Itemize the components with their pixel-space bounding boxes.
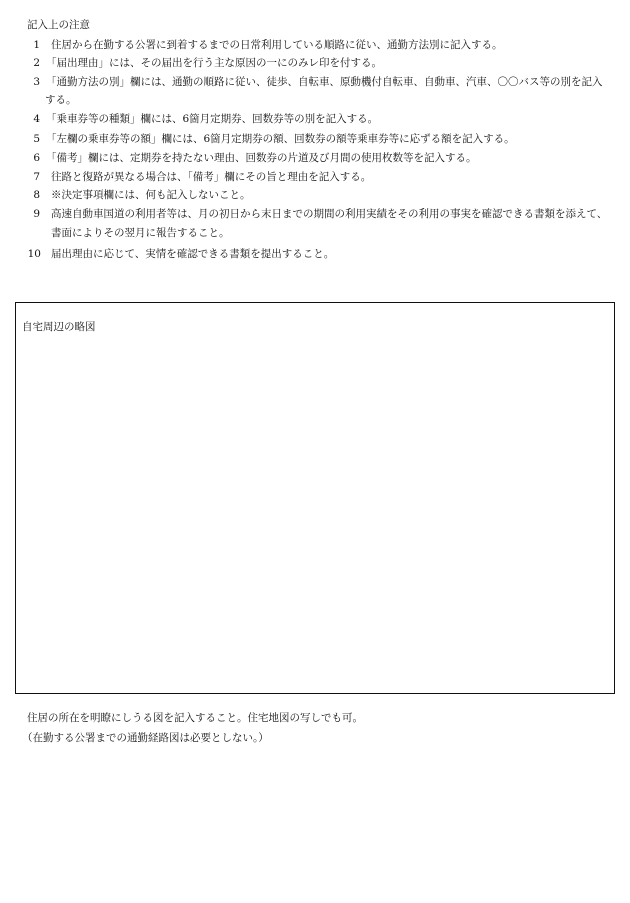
note-number: 9	[33, 208, 40, 220]
note-text-continued: 書面によりその翌月に報告すること。	[51, 227, 230, 239]
note-number: 7	[33, 171, 40, 183]
note-text-continued: する。	[45, 94, 77, 106]
note-number: 8	[33, 189, 40, 201]
note-number: 10	[27, 248, 41, 260]
note-text: 高速自動車国道の利用者等は、月の初日から末日までの期間の利用実績をその利用の事実を確認できる書類を添えて、	[51, 208, 608, 220]
note-text: 「乗車券等の種類」欄には、6箇月定期券、回数券等の別を記入する。	[46, 113, 379, 125]
note-number: 1	[33, 39, 40, 51]
home-area-map-box	[15, 302, 615, 694]
footer-line-1: 住居の所在を明瞭にしうる図を記入すること。住宅地図の写しでも可。	[27, 712, 363, 724]
note-text: 往路と復路が異なる場合は、「備考」欄にその旨と理由を記入する。	[51, 171, 372, 183]
note-number: 4	[33, 113, 40, 125]
note-text: 「備考」欄には、定期券を持たない理由、回数券の片道及び月間の使用枚数等を記入する。	[46, 152, 477, 164]
note-number: 5	[33, 133, 40, 145]
note-text: 届出理由に応じて、実情を確認できる書類を提出すること。	[51, 248, 335, 260]
note-number: 6	[33, 152, 40, 164]
notes-title: 記入上の注意	[27, 19, 90, 31]
note-text: ※決定事項欄には、何も記入しないこと。	[51, 189, 251, 201]
note-text: 「左欄の乗車券等の額」欄には、6箇月定期券の額、回数券の額等乗車券等に応ずる額を記入する。	[46, 133, 515, 145]
note-number: 2	[33, 57, 40, 69]
map-box-label: 自宅周辺の略図	[22, 321, 96, 333]
note-text: 「通勤方法の別」欄には、通勤の順路に従い、徒歩、自転車、原動機付自転車、自動車、汽車、〇〇バス等の別を記入	[46, 76, 603, 88]
footer-line-2: （在勤する公署までの通勤経路図は必要としない。）	[22, 732, 269, 744]
note-text: 住居から在勤する公署に到着するまでの日常利用している順路に従い、通勤方法別に記入する。	[51, 39, 503, 51]
note-text: 「届出理由」には、その届出を行う主な原因の一にのみレ印を付する。	[46, 57, 382, 69]
note-number: 3	[33, 76, 40, 88]
